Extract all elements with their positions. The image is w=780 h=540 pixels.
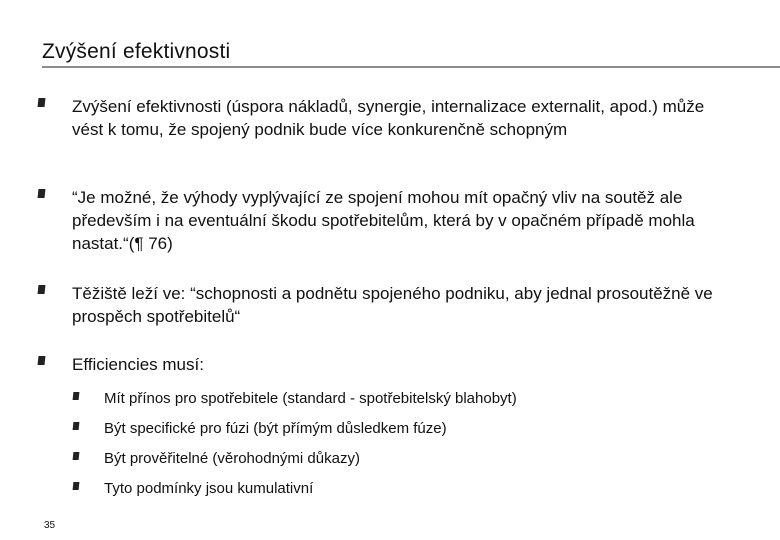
slide-title: Zvýšení efektivnosti	[42, 40, 231, 63]
title-divider	[42, 66, 780, 68]
square-bullet-icon	[73, 452, 80, 460]
sub-bullet-text: Být specifické pro fúzi (být přímým důsledkem fúze)	[104, 420, 447, 437]
square-bullet-icon	[73, 482, 80, 490]
sub-bullet-text: Mít přínos pro spotřebitele (standard - spotřebitelský blahobyt)	[104, 390, 517, 407]
bullet-text: Efficiencies musí:	[72, 355, 204, 374]
sub-bullet-text: Být prověřitelné (věrohodnými důkazy)	[104, 450, 360, 467]
bullet-text: Zvýšení efektivnosti (úspora nákladů, synergie, internalizace externalit, apod.) může vést k tomu, že spojený podnik bude více konkurenčně schopným	[72, 97, 705, 139]
square-bullet-icon	[38, 285, 46, 294]
square-bullet-icon	[73, 422, 80, 430]
square-bullet-icon	[73, 392, 80, 400]
sub-bullet-text: Tyto podmínky jsou kumulativní	[104, 480, 314, 497]
square-bullet-icon	[38, 189, 46, 198]
bullet-text: “Je možné, že výhody vyplývající ze spojení mohou mít opačný vliv na soutěž ale především i na eventuální škodu spotřebitelům, která by v opačném případě mohla nastat.“(¶ 76)	[72, 188, 695, 253]
square-bullet-icon	[38, 98, 46, 107]
bullet-text: Těžiště leží ve: “schopnosti a podnětu spojeného podniku, aby jednal prosoutěžně ve prospěch spotřebitelů“	[72, 284, 713, 326]
page-number: 35	[44, 520, 56, 531]
square-bullet-icon	[38, 356, 46, 365]
